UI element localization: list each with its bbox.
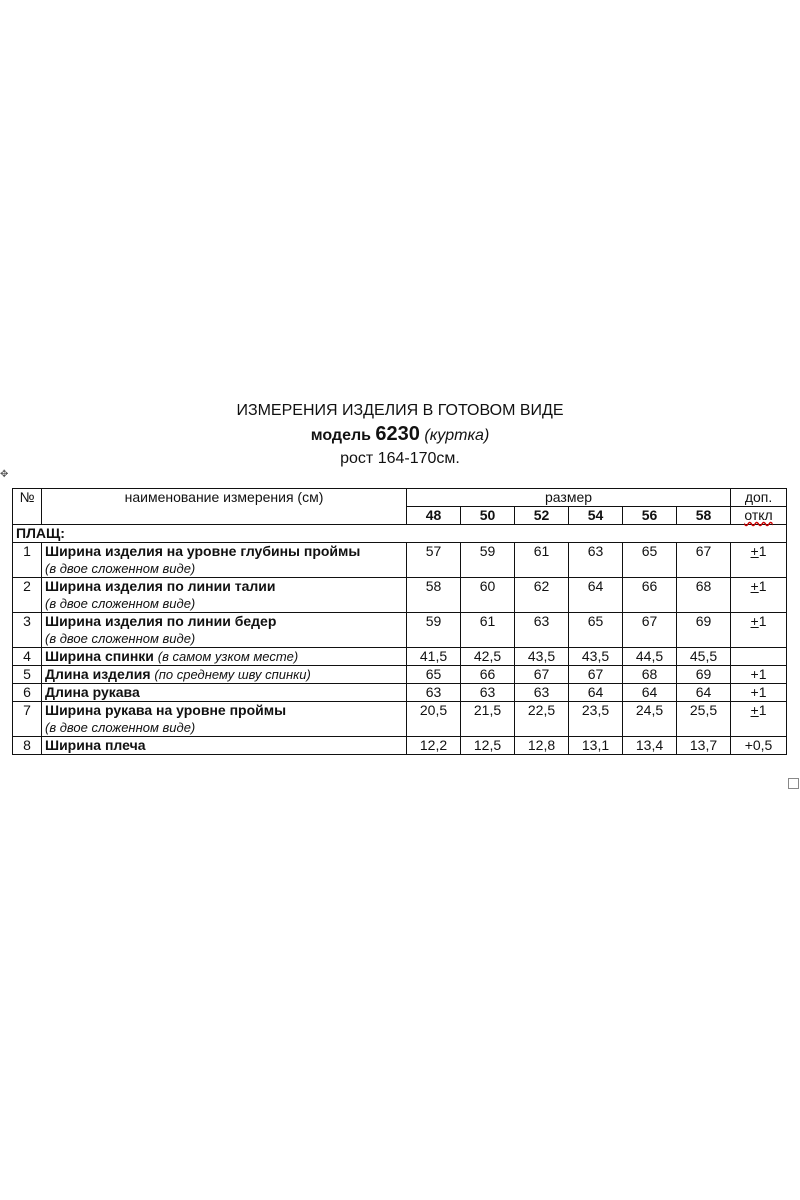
measurement-name (42, 543, 407, 578)
tolerance-value (731, 543, 787, 578)
height-range: рост 164-170см. (340, 450, 460, 467)
table-row (13, 578, 787, 613)
size-value: 58 (407, 578, 461, 613)
size-value: 12,2 (407, 737, 461, 755)
tolerance-number: +1 (750, 666, 767, 682)
model-label: модель (310, 427, 371, 444)
size-value: 67 (623, 613, 677, 648)
table-move-handle-icon[interactable]: ✥ (0, 469, 9, 480)
size-value: 64 (677, 684, 731, 702)
model-number: 6230 (375, 423, 420, 445)
size-value: 67 (515, 666, 569, 684)
size-value: 68 (623, 666, 677, 684)
tolerance-value (731, 702, 787, 737)
measurement-name (42, 702, 407, 737)
size-value: 67 (677, 543, 731, 578)
size-value: 59 (407, 613, 461, 648)
tolerance-number: 1 (758, 702, 767, 718)
size-value: 65 (623, 543, 677, 578)
size-value: 64 (569, 578, 623, 613)
size-value: 43,5 (569, 648, 623, 666)
tolerance-value (731, 737, 787, 755)
size-header: 52 (515, 507, 569, 525)
size-value: 61 (515, 543, 569, 578)
size-value: 59 (461, 543, 515, 578)
size-value: 63 (461, 684, 515, 702)
size-value: 65 (407, 666, 461, 684)
size-header: 48 (407, 507, 461, 525)
size-value: 63 (569, 543, 623, 578)
measurement-note: (в двое сложенном виде) (45, 561, 196, 576)
col-num-header: № (13, 489, 42, 525)
col-tol-header-2 (731, 507, 787, 525)
measurement-note: (по среднему шву спинки) (154, 667, 311, 682)
row-number: 7 (13, 702, 42, 737)
table-row (13, 666, 787, 684)
tolerance-number: +0,5 (744, 737, 773, 753)
model-type: (куртка) (424, 427, 490, 444)
table-row (13, 543, 787, 578)
col-size-header: размер (407, 489, 731, 507)
size-value: 20,5 (407, 702, 461, 737)
measurement-name (42, 737, 407, 755)
size-value: 21,5 (461, 702, 515, 737)
table-row (13, 737, 787, 755)
size-value: 65 (569, 613, 623, 648)
size-header: 50 (461, 507, 515, 525)
size-value: 13,1 (569, 737, 623, 755)
row-number: 4 (13, 648, 42, 666)
model-line (0, 422, 800, 448)
size-value: 45,5 (677, 648, 731, 666)
tolerance-number: 1 (758, 578, 767, 594)
row-number: 3 (13, 613, 42, 648)
measurement-title: Длина рукава (45, 684, 140, 700)
size-value: 64 (569, 684, 623, 702)
size-value: 42,5 (461, 648, 515, 666)
measurement-title: Ширина рукава на уровне проймы (45, 702, 287, 718)
size-value: 63 (515, 613, 569, 648)
measurement-name (42, 613, 407, 648)
row-number: 1 (13, 543, 42, 578)
measurement-note: (в самом узком месте) (157, 649, 299, 664)
tolerance-sign: + (750, 543, 759, 559)
measurement-name (42, 684, 407, 702)
size-value: 69 (677, 613, 731, 648)
measurement-title: Ширина плеча (45, 737, 146, 753)
size-value: 12,8 (515, 737, 569, 755)
size-value: 13,4 (623, 737, 677, 755)
size-value: 64 (623, 684, 677, 702)
size-value: 69 (677, 666, 731, 684)
document-heading (0, 400, 800, 470)
col-tol-header-1: доп. (731, 489, 787, 507)
measurement-name (42, 666, 407, 684)
measurement-title: Длина изделия (45, 666, 151, 682)
tolerance-number: 1 (758, 543, 767, 559)
tolerance-number: +1 (750, 684, 767, 700)
measurement-title: Ширина изделия по линии бедер (45, 613, 277, 629)
table-row (13, 702, 787, 737)
header-row (13, 489, 787, 507)
size-value: 22,5 (515, 702, 569, 737)
measurement-note: (в двое сложенном виде) (45, 596, 196, 611)
size-value: 43,5 (515, 648, 569, 666)
measurement-name (42, 648, 407, 666)
tolerance-sign: + (750, 578, 759, 594)
table-row (13, 613, 787, 648)
row-number: 5 (13, 666, 42, 684)
size-value: 63 (515, 684, 569, 702)
col-tol-header-2-text: откл (744, 507, 773, 523)
size-value: 41,5 (407, 648, 461, 666)
size-header: 56 (623, 507, 677, 525)
size-value: 44,5 (623, 648, 677, 666)
section-row (13, 525, 787, 543)
tolerance-number: 1 (758, 613, 767, 629)
size-value: 61 (461, 613, 515, 648)
measurement-title: Ширина изделия на уровне глубины проймы (45, 543, 361, 559)
tolerance-sign: + (750, 613, 759, 629)
size-value: 68 (677, 578, 731, 613)
size-value: 57 (407, 543, 461, 578)
table-row (13, 684, 787, 702)
size-value: 60 (461, 578, 515, 613)
size-header: 54 (569, 507, 623, 525)
measurement-name (42, 578, 407, 613)
table-resize-handle[interactable] (788, 778, 799, 789)
size-value: 13,7 (677, 737, 731, 755)
tolerance-value (731, 578, 787, 613)
heading-title: ИЗМЕРЕНИЯ ИЗДЕЛИЯ В ГОТОВОМ ВИДЕ (236, 402, 564, 419)
table-row (13, 648, 787, 666)
size-header: 58 (677, 507, 731, 525)
size-value: 25,5 (677, 702, 731, 737)
size-value: 23,5 (569, 702, 623, 737)
measurement-title: Ширина спинки (45, 648, 154, 664)
row-number: 2 (13, 578, 42, 613)
col-name-header: наименование измерения (см) (42, 489, 407, 525)
measurements-table (12, 488, 787, 755)
measurement-title: Ширина изделия по линии талии (45, 578, 276, 594)
section-title: ПЛАЩ: (13, 525, 787, 543)
size-value: 24,5 (623, 702, 677, 737)
size-value: 67 (569, 666, 623, 684)
measurement-note: (в двое сложенном виде) (45, 720, 196, 735)
size-value: 66 (461, 666, 515, 684)
size-value: 12,5 (461, 737, 515, 755)
tolerance-value (731, 648, 787, 666)
size-value: 62 (515, 578, 569, 613)
row-number: 6 (13, 684, 42, 702)
tolerance-sign: + (750, 702, 759, 718)
measurement-note: (в двое сложенном виде) (45, 631, 196, 646)
size-value: 63 (407, 684, 461, 702)
size-value: 66 (623, 578, 677, 613)
tolerance-value (731, 684, 787, 702)
tolerance-value (731, 666, 787, 684)
tolerance-value (731, 613, 787, 648)
row-number: 8 (13, 737, 42, 755)
